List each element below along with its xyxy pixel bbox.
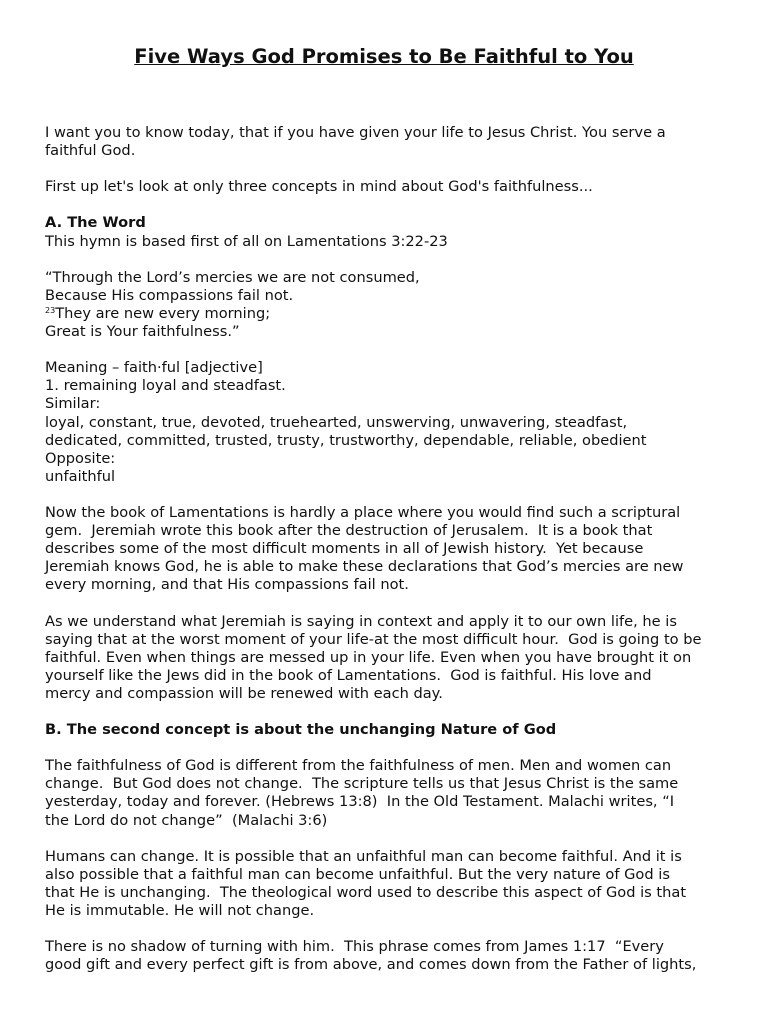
lamentations-paragraph — [45, 504, 735, 594]
paragraph-line: saying that at the worst moment of your life-at the most difficult hour. God is going to be — [45, 630, 702, 648]
scripture-quote — [45, 269, 735, 341]
shadow-paragraph — [45, 938, 735, 974]
definition-line: dedicated, committed, trusted, trusty, trustworthy, dependable, reliable, obedient — [45, 431, 647, 449]
section-a — [45, 214, 735, 250]
paragraph-line: Jeremiah knows God, he is able to make these declarations that God’s mercies are new — [45, 558, 684, 576]
paragraph-line: good gift and every perfect gift is from above, and comes down from the Father of lights, — [45, 956, 697, 974]
paragraph-line: the Lord do not change” (Malachi 3:6) — [45, 811, 328, 829]
paragraph-line: mercy and compassion will be renewed with each day. — [45, 684, 443, 702]
humans-paragraph — [45, 848, 735, 920]
paragraph-line: also possible that a faithful man can become unfaithful. But the very nature of God is — [45, 865, 670, 883]
definition-line: 1. remaining loyal and steadfast. — [45, 377, 286, 395]
paragraph-line: As we understand what Jeremiah is saying in context and apply it to our own life, he is — [45, 612, 677, 630]
document-title: Five Ways God Promises to Be Faithful to You — [134, 45, 634, 68]
paragraph-line: faithful God. — [45, 142, 136, 160]
first-up-paragraph — [45, 178, 735, 196]
section-b — [45, 721, 735, 739]
men-paragraph — [45, 757, 735, 829]
paragraph-line: that He is unchanging. The theological word used to describe this aspect of God is that — [45, 883, 687, 901]
paragraph-line: Now the book of Lamentations is hardly a place where you would find such a scriptural — [45, 503, 681, 521]
definition-line: Opposite: — [45, 449, 116, 467]
definition-line: loyal, constant, true, devoted, truehearted, unswerving, unwavering, steadfast, — [45, 413, 628, 431]
quote-line — [45, 305, 735, 323]
paragraph-line: change. But God does not change. The scripture tells us that Jesus Christ is the same — [45, 775, 679, 793]
quote-line-text: They are new every morning; — [55, 304, 271, 322]
section-a-heading: A. The Word — [45, 214, 146, 232]
definition-line: Meaning – faith·ful [adjective] — [45, 359, 263, 377]
section-a-line: This hymn is based first of all on Lamentations 3:22-23 — [45, 232, 448, 250]
paragraph-line: There is no shadow of turning with him. This phrase comes from James 1:17 “Every — [45, 938, 664, 956]
paragraph-line: He is immutable. He will not change. — [45, 902, 315, 920]
paragraph-line: yesterday, today and forever. (Hebrews 13:8) In the Old Testament. Malachi writes, “I — [45, 793, 675, 811]
definition-line: unfaithful — [45, 467, 116, 485]
paragraph-line: gem. Jeremiah wrote this book after the destruction of Jerusalem. It is a book that — [45, 522, 653, 540]
paragraph-line: faithful. Even when things are messed up in your life. Even when you have brought it on — [45, 648, 692, 666]
definition-line: Similar: — [45, 395, 101, 413]
intro-paragraph — [45, 124, 735, 160]
document-body — [45, 124, 735, 993]
verse-number: 23 — [45, 305, 56, 315]
paragraph-line: First up let's look at only three concepts in mind about God's faithfulness... — [45, 178, 593, 196]
paragraph-line: I want you to know today, that if you have given your life to Jesus Christ. You serve a — [45, 124, 666, 141]
paragraph-line: describes some of the most difficult moments in all of Jewish history. Yet because — [45, 540, 644, 558]
section-b-heading: B. The second concept is about the unchanging Nature of God — [45, 721, 557, 739]
paragraph-line: The faithfulness of God is different from the faithfulness of men. Men and women can — [45, 757, 672, 775]
quote-line: “Through the Lord’s mercies we are not consumed, — [45, 268, 420, 286]
paragraph-line: every morning, and that His compassions fail not. — [45, 576, 409, 594]
context-paragraph — [45, 613, 735, 703]
quote-line: Because His compassions fail not. — [45, 286, 294, 304]
definition-block — [45, 359, 735, 486]
paragraph-line: yourself like the Jews did in the book of Lamentations. God is faithful. His love and — [45, 666, 652, 684]
paragraph-line: Humans can change. It is possible that an unfaithful man can become faithful. And it is — [45, 847, 682, 865]
quote-line: Great is Your faithfulness.” — [45, 323, 240, 341]
